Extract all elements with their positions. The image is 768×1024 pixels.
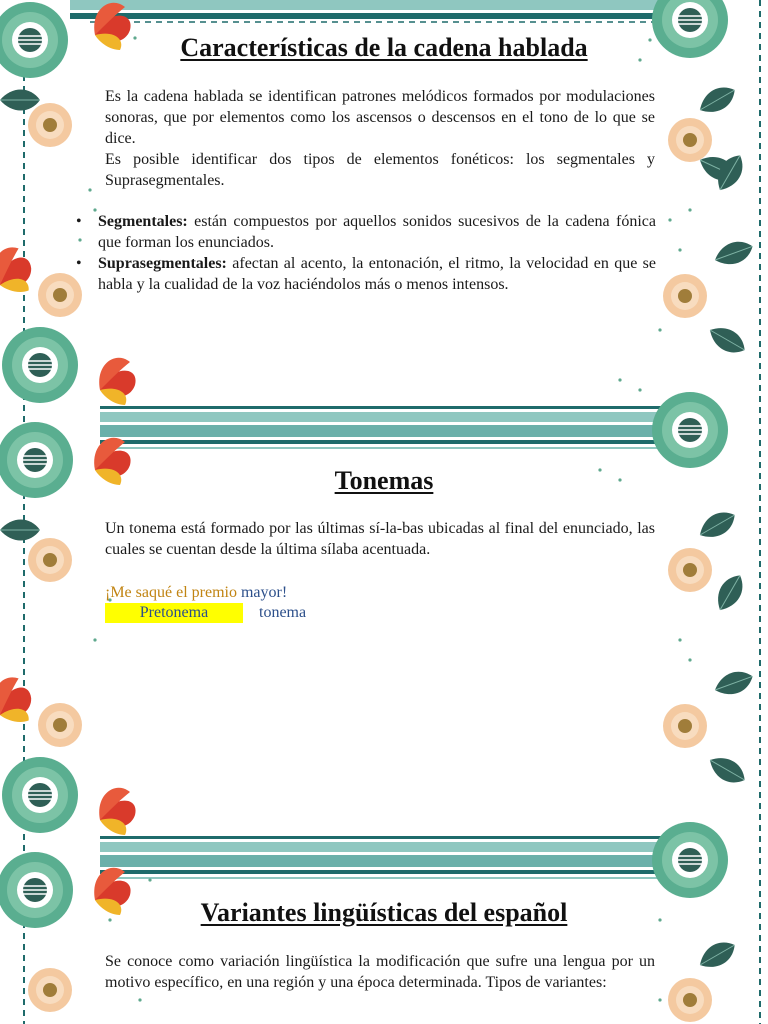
example-pretonema-part: ¡Me saqué el premio — [105, 584, 241, 601]
label-tonema: tonema — [259, 604, 307, 621]
section-title-variantes: Variantes lingüísticas del español — [200, 898, 568, 927]
striped-band-lower-icon — [100, 836, 670, 879]
tonema-example-sentence — [105, 582, 287, 603]
striped-band-top-icon — [70, 0, 700, 19]
bullet-symbol: • — [76, 213, 82, 230]
paragraph-cadena-hablada-1: Es la cadena hablada se identifican patrones melódicos formados por modulaciones sonoras, que por elementos como los ascensos o descensos en el tono de lo que se dice. — [105, 88, 655, 147]
list-item-segmentales — [76, 211, 656, 253]
term-segmentales: Segmentales: — [98, 213, 188, 230]
floral-border-right-icon — [652, 0, 756, 1022]
paragraph-tonemas: Un tonema está formado por las últimas sí-la-bas ubicadas al final del enunciado, las cuales se cuentan desde la última sílaba acentuada. — [105, 520, 655, 558]
striped-band-middle-icon — [100, 406, 670, 449]
paragraph-cadena-hablada-2: Es posible identificar dos tipos de elementos fonéticos: los segmentales y Suprasegmentales. — [105, 151, 655, 189]
list-item-suprasegmentales — [76, 253, 656, 295]
paragraph-variantes: Se conoce como variación lingüística la modificación que sufre una lengua por un motivo específico, en una región y una época determinada. Tipos de variantes: — [105, 953, 655, 991]
section-title-cadena-hablada: Características de la cadena hablada — [180, 33, 588, 62]
definition-suprasegmentales: afectan al acento, la entonación, el ritmo, la velocidad en que se habla y la cualidad de la voz haciéndolos más o menos intensos. — [98, 255, 656, 293]
elementos-foneticos-list — [76, 211, 656, 295]
term-suprasegmentales: Suprasegmentales: — [98, 255, 227, 272]
definition-segmentales: están compuestos por aquellos sonidos sucesivos de la cadena fónica que forman los enunciados. — [98, 213, 656, 251]
bullet-symbol: • — [76, 255, 82, 272]
example-tonema-part: mayor! — [240, 584, 288, 601]
section-title-tonemas: Tonemas — [334, 466, 434, 495]
label-pretonema: Pretonema — [105, 603, 243, 623]
